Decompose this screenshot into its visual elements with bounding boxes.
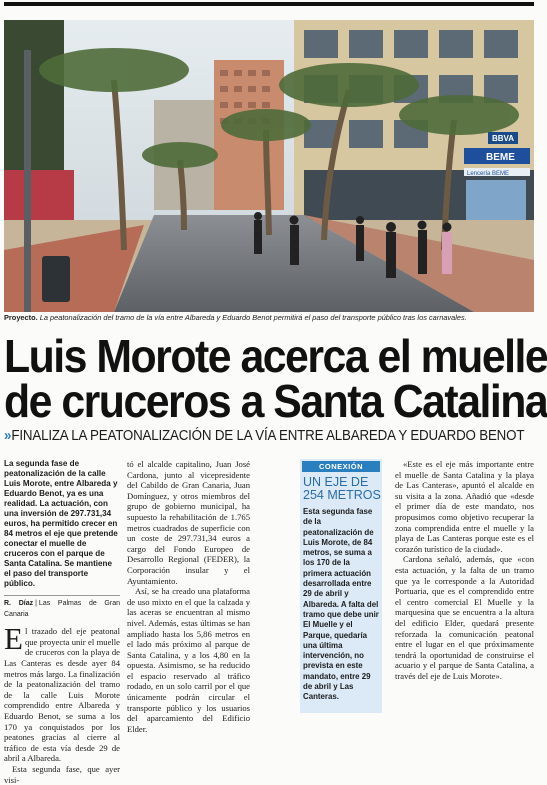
column-4 <box>395 459 534 681</box>
subheadline <box>4 428 525 444</box>
lead-paragraph: La segunda fase de peatonalización de la calle Luis Morote, entre Albareda y Eduardo Benot, ya es una realidad. La actuación, con una inversión de 297.731,34 euros, ha permitido crecer en 84 metros el eje que pretende conectar el muelle de cruceros con el parque de Santa Catalina. Se mantiene el paso del transporte público. <box>4 459 118 588</box>
store-sign: BEME <box>486 152 515 163</box>
body-paragraph-1-text: l trazado del eje peatonal que proyecta unir el muelle de cruceros con la playa de Las Canteras es desde ayer 84 metros más largo. La finalización de la peatonalización del tramo de la calle Luis Morote comprendido entre Albareda y Eduardo Benot, se suma a los 170 ya conquistados por los peatones gracias al cierre al tráfico de esta vía desde 29 de abril a Albareda. <box>4 626 120 764</box>
sidebar-title-line-2: 254 METROS <box>303 488 381 502</box>
body-paragraph-2: tó el alcalde capitalino, Juan José Cardona, junto al vicepresidente del Cabildo de Gran Canaria, Juan Domínguez, y otros miembros del grupo de gobierno municipal, ha supuesto la rehabilitación de 1.765 metros cuadrados de superficie con un coste de 297.731,34 euros a cargo del Fondo Europeo de Desarrollo Regional (FEDER), la Corporación insular y el Ayuntamiento. <box>127 459 250 586</box>
byline-separator: | <box>35 600 37 607</box>
body-paragraph-2-start: Esta segunda fase, que ayer visi- <box>4 763 120 785</box>
headline-line-1: Luis Morote acerca el muelle <box>4 330 547 382</box>
headline <box>4 330 547 427</box>
subhead-chevron-icon: » <box>4 428 9 444</box>
sidebar-tag: CONEXIÓN <box>302 461 380 472</box>
column-1 <box>4 459 120 785</box>
caption-label: Proyecto. <box>4 313 38 322</box>
caption-text: La peatonalización del tramo de la vía entre Albareda y Eduardo Benot permitirá el paso del transporte público tras los carnavales. <box>37 313 467 322</box>
column-2 <box>127 459 250 734</box>
headline-line-2: de cruceros a Santa Catalina <box>4 375 547 427</box>
body-paragraph-5: Cardona señaló, además, que «con esta actuación, y la falta de un tramo que ya le corresponde a la Autoridad Portuaria, que es el comprendido entre el centro comercial El Muelle y la marquesina que se encuentra a la altura del edificio Elder, quedará presente reforzada la comunicación peatonal entre el lugar en el que próximamente tendrá la oportunidad de construirse el acuario y el parque de Santa Catalina, a través del eje de Luis Morote». <box>395 554 534 681</box>
byline <box>4 595 120 620</box>
dropcap: E <box>4 621 23 657</box>
photo-caption <box>4 313 534 322</box>
sidebar-title-line-1: UN EJE DE <box>303 475 369 489</box>
sidebar-body: Esta segunda fase de la peatonalización de Luis Morote, de 84 metros, se suma a los 170 de la primera actuación desarrollada entre 29 de abril y Albareda. A falta del tramo que debe unir El Muelle y el Parque, quedaría una última intervención, no prevista en este mandato, entre 29 de abril y Las Canteras. <box>303 507 379 702</box>
body-column-1 <box>4 621 120 785</box>
body-paragraph-4: «Este es el eje más importante entre el muelle de Santa Catalina y la playa de Las Canteras», apuntó el alcalde en su visita a la zona. Añadió que «desde el primer día de este mandato, nos propusimos como objetivo recuperar la zona comprendida entre el muelle y la playa de Las Canteras porque este es el corazón turístico de la ciudad». <box>395 459 534 554</box>
byline-author: R. Díaz <box>4 600 34 607</box>
subhead-text: FINALIZA LA PEATONALIZACIÓN DE LA VÍA ENTRE ALBAREDA Y EDUARDO BENOT <box>11 428 525 444</box>
bank-sign: BBVA <box>492 134 515 143</box>
top-rule <box>4 2 534 6</box>
body-paragraph-3: Así, se ha creado una plataforma de uso mixto en el que la calzada y las aceras se encuentran al mismo nivel. Además, estas últimas se han ampliado hasta los 5,86 metros en el lado más próximo al parque de Santa Catalina, y a los 4,80 en la opuesta. Asimismo, se ha reducido el espacio reservado al tráfico rodado, en un solo carril por el que únicamente podrán circular el transporte público y los usuarios del aparcamiento del Edificio Elder. <box>127 586 250 734</box>
store-sign-sub: Lencería BEME <box>467 171 510 177</box>
byline-location: Las Palmas de Gran Canaria <box>4 600 120 618</box>
sidebar-title <box>303 476 381 502</box>
body-paragraph-1 <box>4 621 120 764</box>
street-photo <box>4 20 534 312</box>
